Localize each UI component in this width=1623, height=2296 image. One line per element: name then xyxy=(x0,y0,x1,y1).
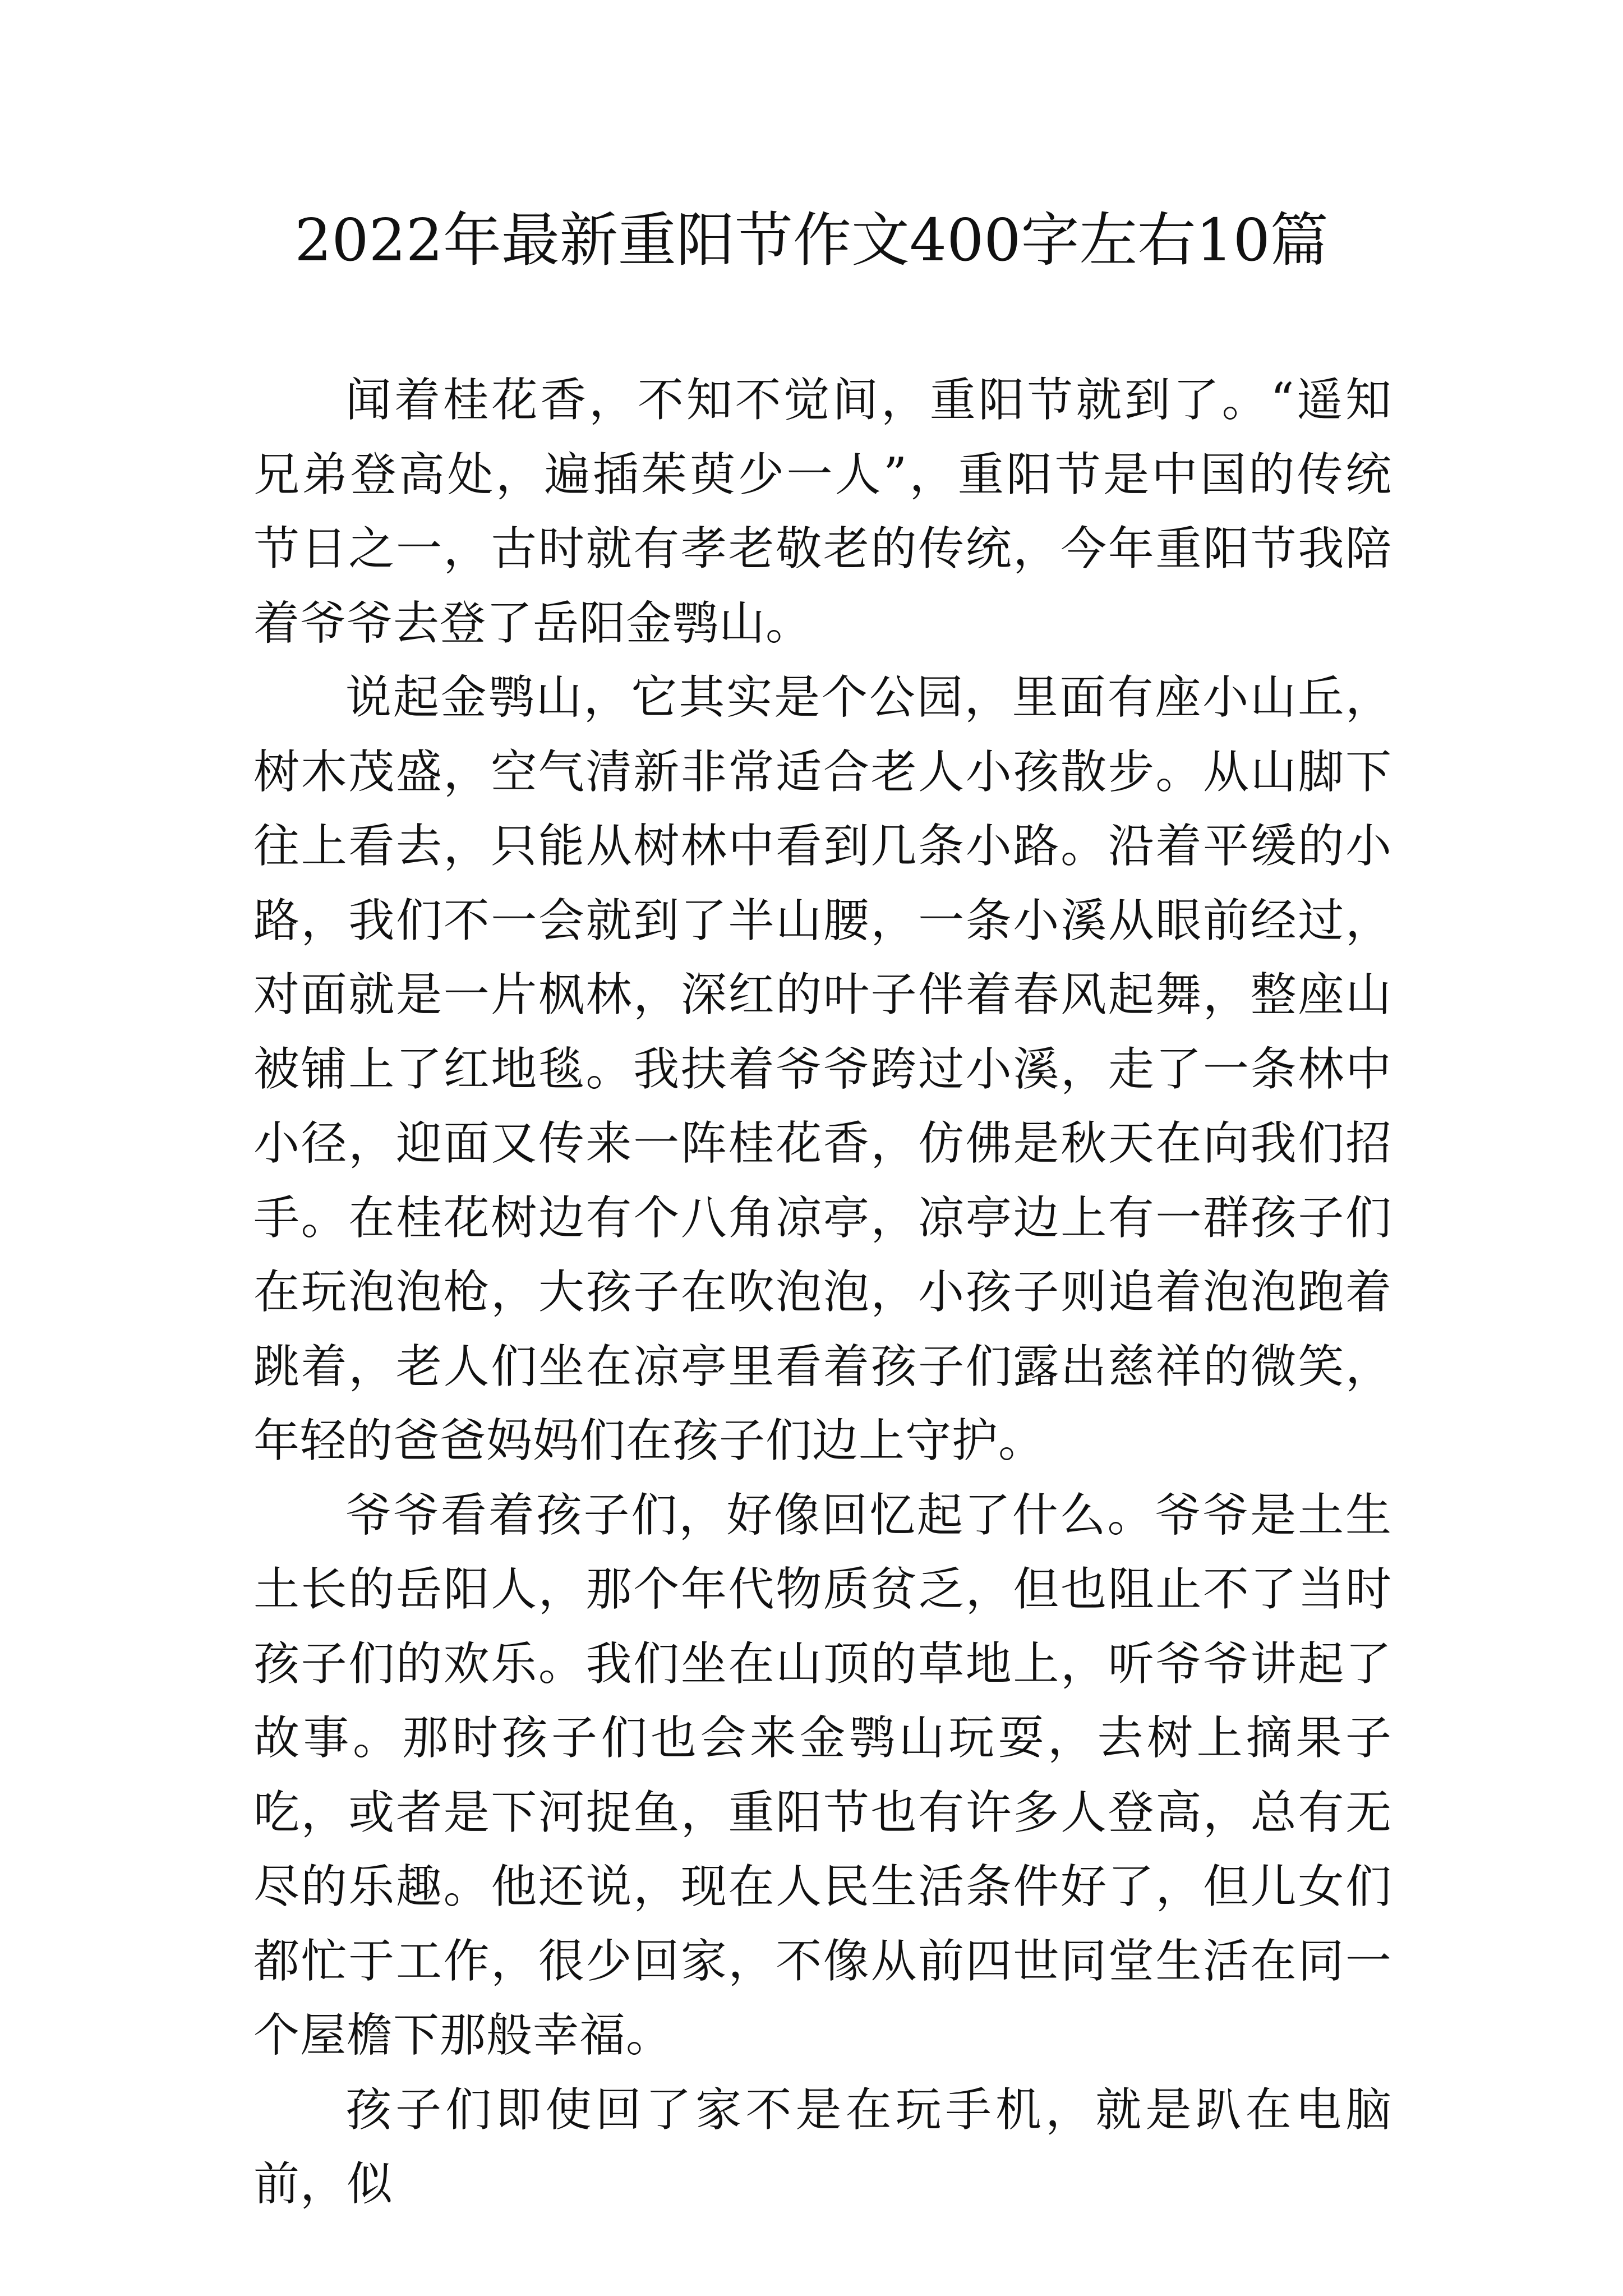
document-body xyxy=(253,364,1392,2222)
paragraph-1: 闻着桂花香，不知不觉间，重阳节就到了。“遥知兄弟登高处，遍插茱萸少一人”，重阳节是中国的传统节日之一，古时就有孝老敬老的传统，今年重阳节我陪着爷爷去登了岳阳金鹗山。 xyxy=(253,374,1392,650)
document-title: 2022年最新重阳节作文400字左右10篇 xyxy=(294,206,1329,274)
paragraph-3: 爷爷看着孩子们，好像回忆起了什么。爷爷是土生土长的岳阳人，那个年代物质贫乏，但也阻止不了当时孩子们的欢乐。我们坐在山顶的草地上，听爷爷讲起了故事。那时孩子们也会来金鹗山玩耍，去树上摘果子吃，或者是下河捉鱼，重阳节也有许多人登高，总有无尽的乐趣。他还说，现在人民生活条件好了，但儿女们都忙于工作，很少回家，不像从前四世同堂生活在同一个屋檐下那般幸福。 xyxy=(253,1488,1392,2062)
paragraph-2: 说起金鹗山，它其实是个公园，里面有座小山丘，树木茂盛，空气清新非常适合老人小孩散步。从山脚下往上看去，只能从树林中看到几条小路。沿着平缓的小路，我们不一会就到了半山腰，一条小溪从眼前经过，对面就是一片枫林，深红的叶子伴着春风起舞，整座山被铺上了红地毯。我扶着爷爷跨过小溪，走了一条林中小径，迎面又传来一阵桂花香，仿佛是秋天在向我们招手。在桂花树边有个八角凉亭，凉亭边上有一群孩子们在玩泡泡枪，大孩子在吹泡泡，小孩子则追着泡泡跑着跳着，老人们坐在凉亭里看着孩子们露出慈祥的微笑，年轻的爸爸妈妈们在孩子们边上守护。 xyxy=(253,671,1392,1467)
paragraph-4: 孩子们即使回了家不是在玩手机，就是趴在电脑前，似 xyxy=(253,2083,1392,2211)
